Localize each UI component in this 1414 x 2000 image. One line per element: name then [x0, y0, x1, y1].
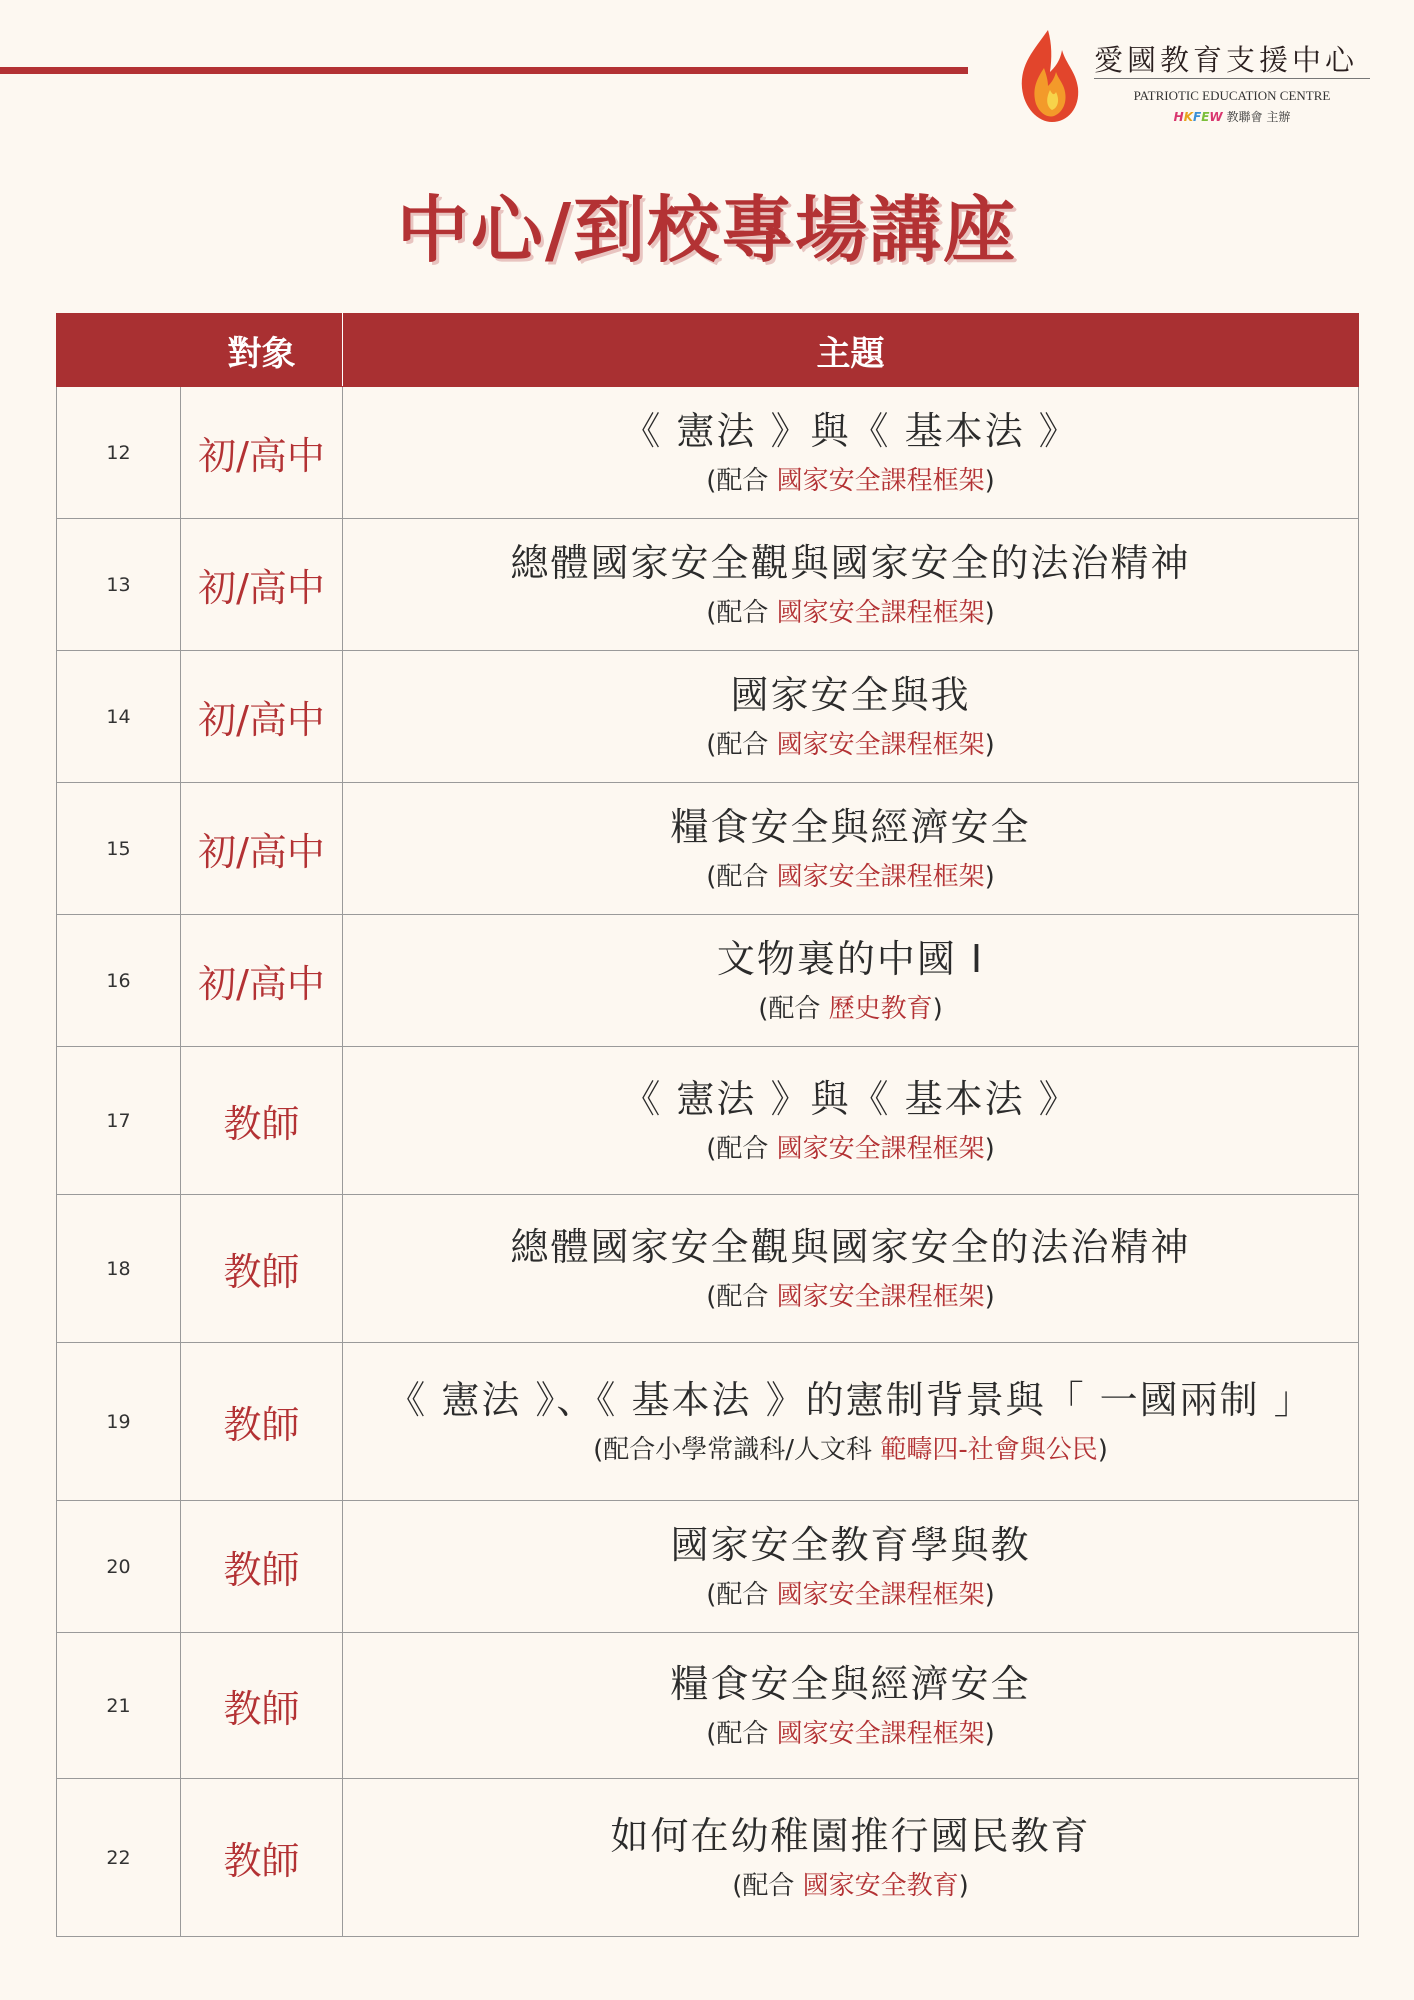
row-target-audience: 教師	[181, 1501, 343, 1633]
note-close: )	[984, 465, 995, 496]
patriotic-education-centre-logo	[1014, 24, 1394, 130]
topic-note	[343, 857, 1358, 897]
table-row	[57, 1633, 1359, 1779]
topic-note	[343, 461, 1358, 501]
row-target-audience: 教師	[181, 1633, 343, 1779]
table-row	[57, 1779, 1359, 1937]
logo-chinese-name: 愛國教育支援中心	[1094, 43, 1359, 77]
note-framework: 歷史教育	[828, 993, 933, 1024]
table-row	[57, 519, 1359, 651]
topic-note	[343, 1277, 1358, 1317]
logo-english-name: PATRIOTIC EDUCATION CENTRE	[1133, 88, 1331, 103]
row-topic	[343, 915, 1359, 1047]
table-row	[57, 1343, 1359, 1501]
row-target-audience: 初/高中	[181, 783, 343, 915]
lecture-table	[56, 313, 1359, 1937]
topic-title: 糧食安全與經濟安全	[670, 804, 1031, 849]
topic-note	[343, 1714, 1358, 1754]
note-framework: 國家安全課程框架	[776, 1281, 985, 1312]
row-topic	[343, 1047, 1359, 1195]
header-number	[57, 314, 181, 387]
row-topic	[343, 1195, 1359, 1343]
note-close: )	[984, 729, 995, 760]
table-row	[57, 1195, 1359, 1343]
table-body	[57, 387, 1359, 1937]
row-target-audience: 初/高中	[181, 519, 343, 651]
row-topic	[343, 651, 1359, 783]
row-target-audience: 教師	[181, 1343, 343, 1501]
top-decorative-rule	[0, 67, 968, 74]
note-framework: 範疇四-社會與公民	[880, 1434, 1098, 1465]
row-number: 12	[57, 387, 181, 519]
note-open: (配合小學常識科/人文科	[593, 1434, 881, 1465]
note-open: (配合	[706, 729, 777, 760]
table-row	[57, 1501, 1359, 1633]
row-target-audience: 初/高中	[181, 651, 343, 783]
logo-host-text: 教聯會 主辦	[1226, 110, 1291, 124]
topic-title: 《 憲法 》與《 基本法 》	[622, 408, 1079, 453]
topic-title: 總體國家安全觀與國家安全的法治精神	[510, 1224, 1191, 1269]
table-row	[57, 387, 1359, 519]
row-number: 20	[57, 1501, 181, 1633]
row-topic	[343, 1501, 1359, 1633]
flame-icon	[1014, 28, 1082, 124]
note-open: (配合	[706, 465, 777, 496]
topic-title: 國家安全與我	[730, 672, 971, 717]
note-open: (配合	[706, 1281, 777, 1312]
row-target-audience: 教師	[181, 1195, 343, 1343]
topic-title: 文物裏的中國 I	[716, 936, 985, 981]
row-number: 16	[57, 915, 181, 1047]
note-framework: 國家安全課程框架	[776, 729, 985, 760]
note-framework: 國家安全課程框架	[776, 1579, 985, 1610]
note-close: )	[958, 1870, 969, 1901]
topic-title: 《 憲法 》與《 基本法 》	[622, 1076, 1079, 1121]
note-close: )	[1097, 1434, 1108, 1465]
note-close: )	[984, 1133, 995, 1164]
topic-title: 如何在幼稚園推行國民教育	[610, 1813, 1091, 1858]
row-target-audience: 教師	[181, 1047, 343, 1195]
note-framework: 國家安全課程框架	[776, 1133, 985, 1164]
row-topic	[343, 1779, 1359, 1937]
topic-note	[343, 1430, 1358, 1470]
topic-note	[343, 725, 1358, 765]
topic-title: 糧食安全與經濟安全	[670, 1661, 1031, 1706]
note-open: (配合	[758, 993, 829, 1024]
row-target-audience: 初/高中	[181, 915, 343, 1047]
note-close: )	[984, 861, 995, 892]
note-open: (配合	[706, 1718, 777, 1749]
topic-note	[343, 989, 1358, 1029]
table-header-row	[57, 314, 1359, 387]
note-framework: 國家安全課程框架	[776, 861, 985, 892]
header-target: 對象	[181, 314, 343, 387]
note-framework: 國家安全課程框架	[776, 1718, 985, 1749]
hkfew-wordmark: HKFEW	[1173, 110, 1223, 124]
row-topic	[343, 783, 1359, 915]
row-number: 18	[57, 1195, 181, 1343]
note-close: )	[984, 1718, 995, 1749]
note-framework: 國家安全教育	[802, 1870, 959, 1901]
row-number: 15	[57, 783, 181, 915]
header-topic: 主題	[343, 314, 1359, 387]
topic-note	[343, 1129, 1358, 1169]
note-open: (配合	[706, 861, 777, 892]
row-number: 21	[57, 1633, 181, 1779]
row-topic	[343, 1343, 1359, 1501]
row-number: 14	[57, 651, 181, 783]
row-topic	[343, 519, 1359, 651]
topic-note	[343, 1866, 1358, 1906]
row-number: 13	[57, 519, 181, 651]
logo-divider	[1094, 78, 1370, 79]
table-row	[57, 1047, 1359, 1195]
row-target-audience: 教師	[181, 1779, 343, 1937]
row-target-audience: 初/高中	[181, 387, 343, 519]
note-open: (配合	[706, 1579, 777, 1610]
note-close: )	[932, 993, 943, 1024]
table-row	[57, 783, 1359, 915]
row-number: 17	[57, 1047, 181, 1195]
row-topic	[343, 1633, 1359, 1779]
row-topic	[343, 387, 1359, 519]
table-row	[57, 651, 1359, 783]
logo-host-line	[1094, 108, 1370, 125]
row-number: 19	[57, 1343, 181, 1501]
table-row	[57, 915, 1359, 1047]
note-close: )	[984, 597, 995, 628]
topic-title: 《 憲法 》、《 基本法 》的憲制背景與「 一國兩制 」	[387, 1377, 1314, 1422]
row-number: 22	[57, 1779, 181, 1937]
topic-note	[343, 593, 1358, 633]
topic-note	[343, 1575, 1358, 1615]
topic-title: 國家安全教育學與教	[670, 1522, 1031, 1567]
note-open: (配合	[706, 1133, 777, 1164]
note-open: (配合	[732, 1870, 803, 1901]
page-title: 中心/到校專場講座	[396, 188, 1018, 272]
note-close: )	[984, 1281, 995, 1312]
note-framework: 國家安全課程框架	[776, 597, 985, 628]
topic-title: 總體國家安全觀與國家安全的法治精神	[510, 540, 1191, 585]
note-open: (配合	[706, 597, 777, 628]
note-framework: 國家安全課程框架	[776, 465, 985, 496]
note-close: )	[984, 1579, 995, 1610]
